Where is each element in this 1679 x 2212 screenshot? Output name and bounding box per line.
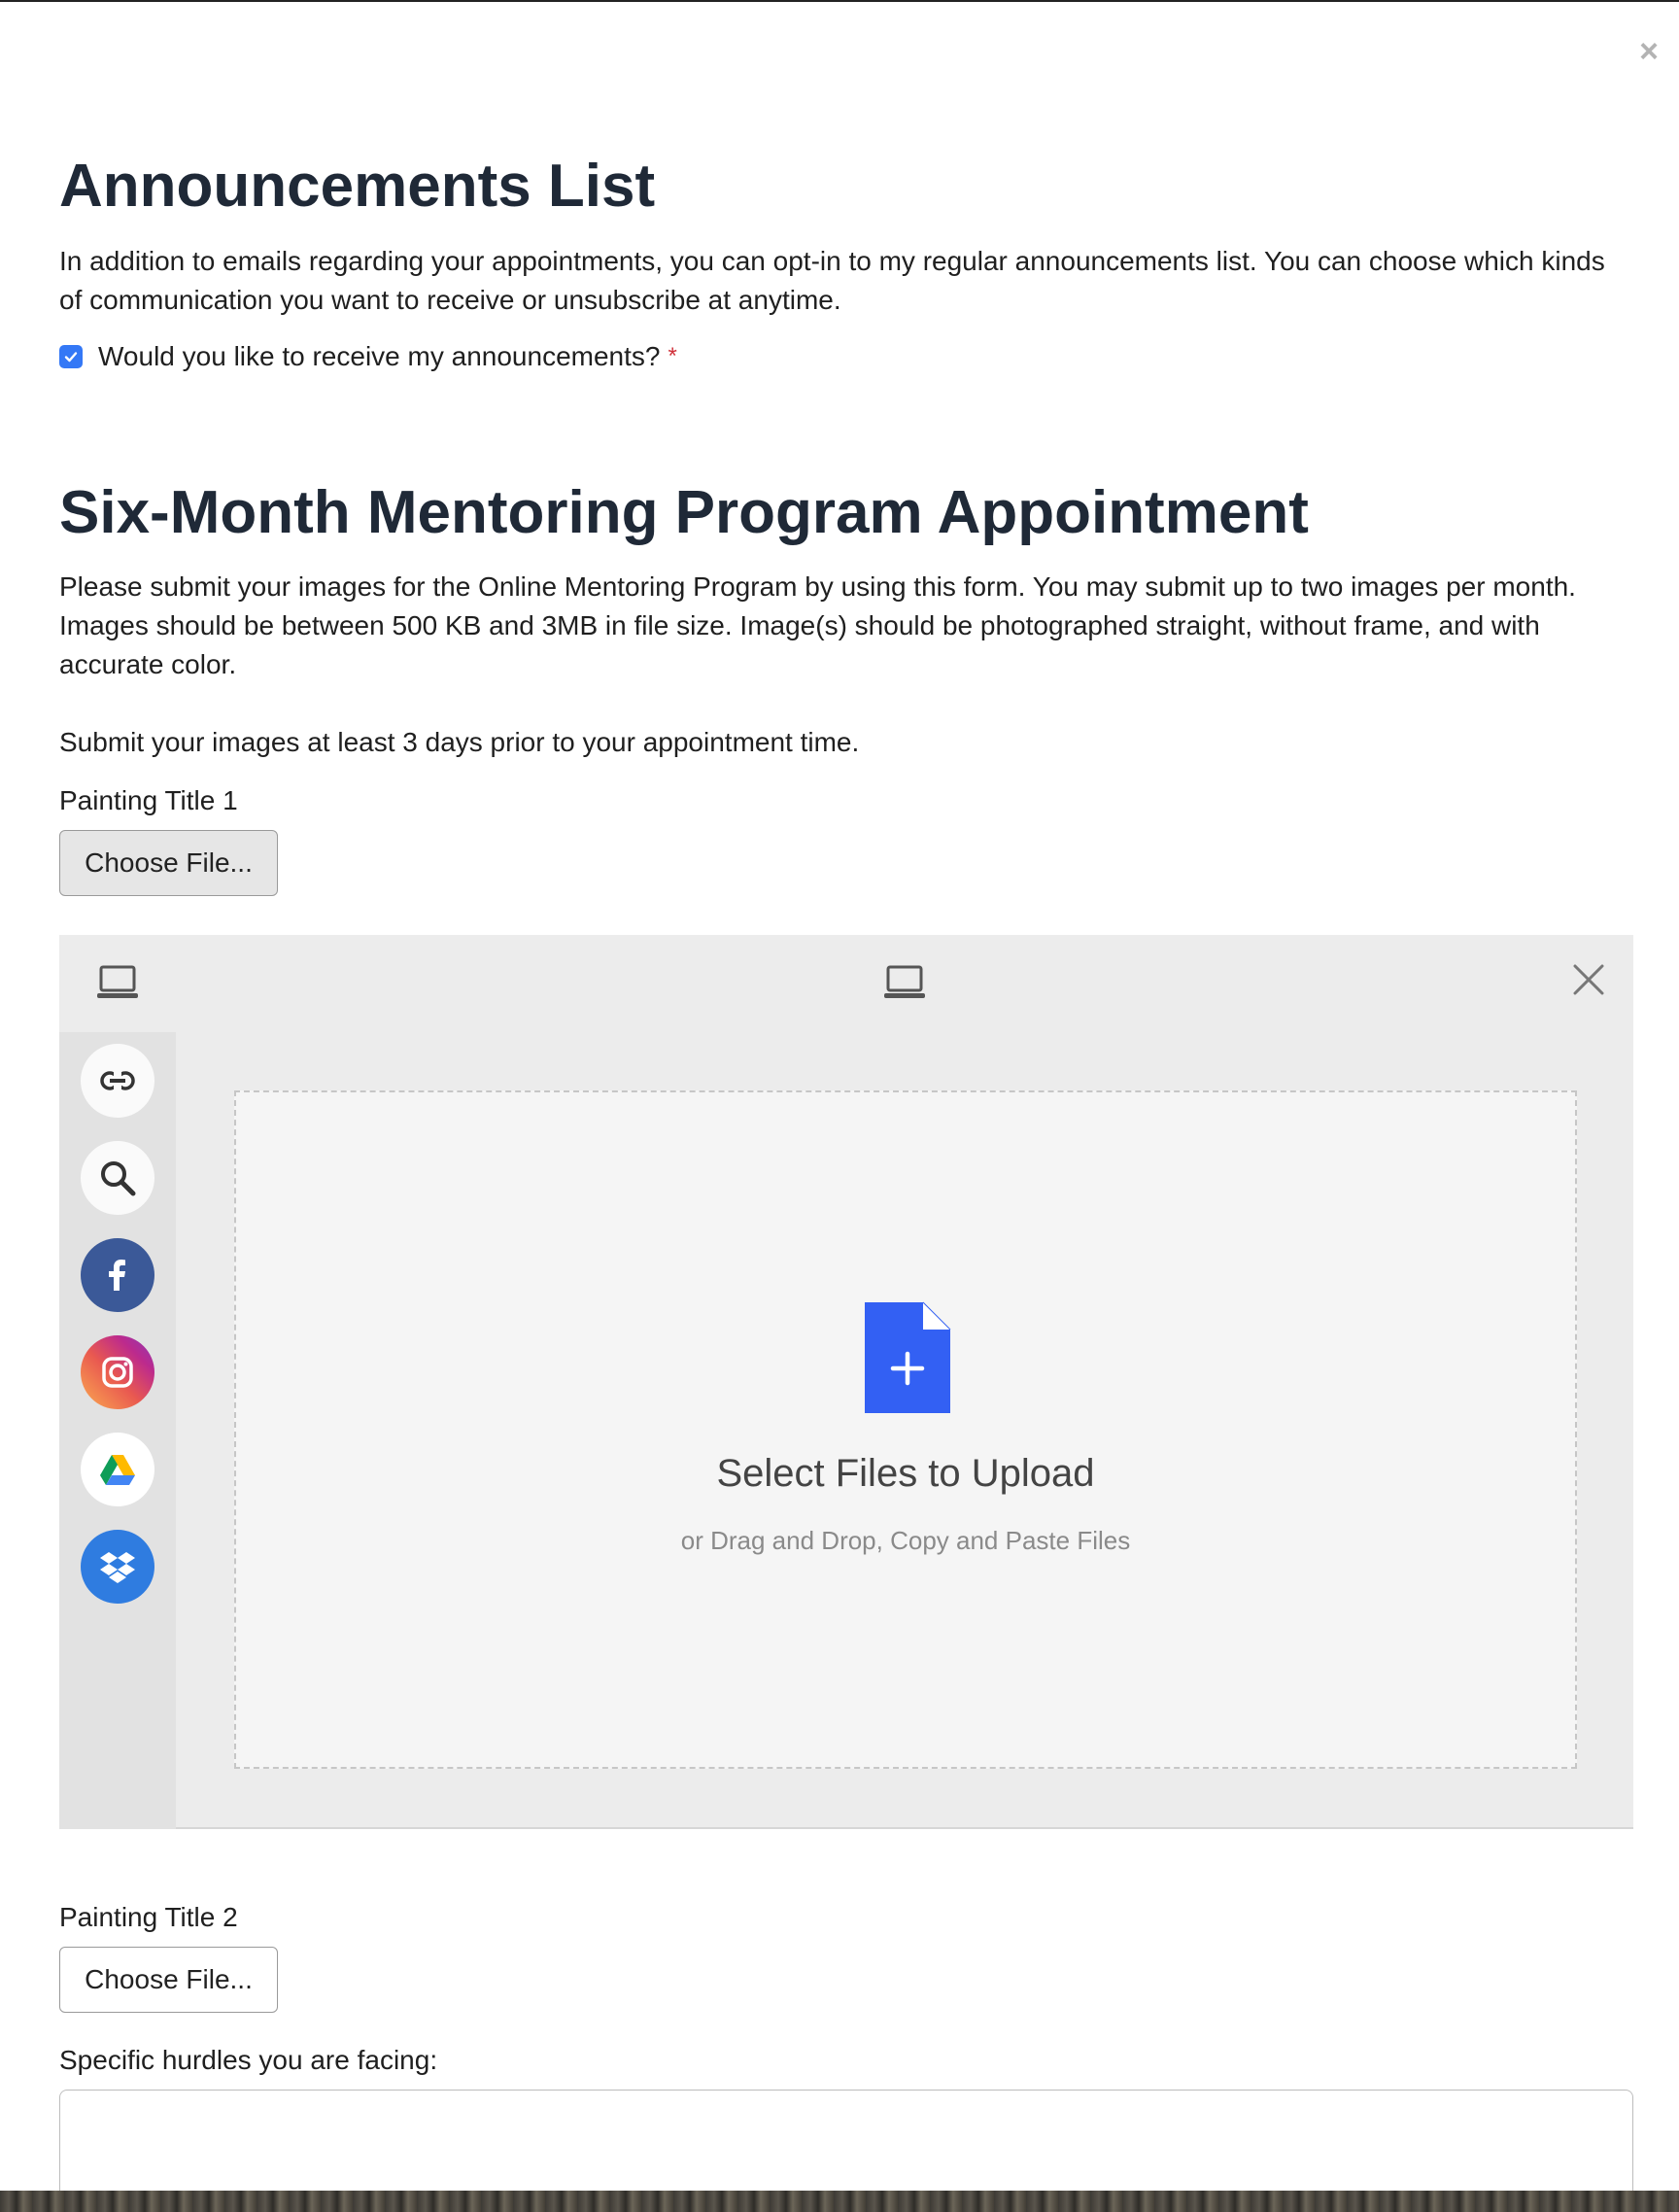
painting-title-2-label: Painting Title 2 — [59, 1902, 238, 1932]
file-picker — [59, 935, 1633, 1829]
appointment-title: Six-Month Mentoring Program Appointment — [59, 479, 1309, 546]
link-icon[interactable] — [81, 1044, 154, 1118]
background-image-strip — [0, 2191, 1679, 2212]
picker-source-sidebar — [59, 1032, 176, 1829]
announcements-checkbox[interactable] — [59, 345, 83, 368]
painting-title-2-choose-file-button[interactable]: Choose File... — [59, 1947, 278, 2013]
modal-close-icon[interactable]: × — [1639, 33, 1659, 70]
add-file-icon[interactable] — [863, 1300, 952, 1415]
laptop-icon[interactable] — [96, 964, 139, 1003]
announcements-description: In addition to emails regarding your appointments, you can opt-in to my regular announcements list. You can choose which kinds of communication you want to receive or unsubscribe at anytime. — [59, 246, 1605, 315]
google-drive-icon[interactable] — [81, 1433, 154, 1506]
required-mark: * — [668, 343, 677, 369]
appointment-description: Please submit your images for the Online Mentoring Program by using this form. You may submit up to two images per month. Images should be between 500 KB and 3MB in file size. Image(s) should be photographed straight, without frame, and with accurate color. — [59, 571, 1576, 679]
painting-title-1-label: Painting Title 1 — [59, 785, 238, 815]
picker-close-icon[interactable] — [1571, 962, 1606, 997]
hurdles-textarea[interactable] — [59, 2090, 1633, 2206]
painting-title-1-choose-file-button[interactable]: Choose File... — [59, 830, 278, 896]
checkmark-icon — [62, 348, 80, 365]
hurdles-label: Specific hurdles you are facing: — [59, 2045, 438, 2075]
instagram-icon[interactable] — [81, 1335, 154, 1409]
appointment-note: Submit your images at least 3 days prior to your appointment time. — [59, 727, 860, 757]
announcements-checkbox-row[interactable] — [59, 337, 677, 376]
dropbox-icon[interactable] — [81, 1530, 154, 1604]
announcements-title: Announcements List — [59, 153, 656, 220]
upload-dropzone[interactable] — [234, 1090, 1577, 1769]
top-border — [0, 0, 1679, 2]
facebook-icon[interactable] — [81, 1238, 154, 1312]
dropzone-title: Select Files to Upload — [716, 1452, 1095, 1495]
announcements-checkbox-label: Would you like to receive my announcements? — [98, 341, 661, 371]
dropzone-subtitle: or Drag and Drop, Copy and Paste Files — [680, 1526, 1131, 1555]
search-icon[interactable] — [81, 1141, 154, 1215]
local-device-icon — [883, 964, 926, 1003]
